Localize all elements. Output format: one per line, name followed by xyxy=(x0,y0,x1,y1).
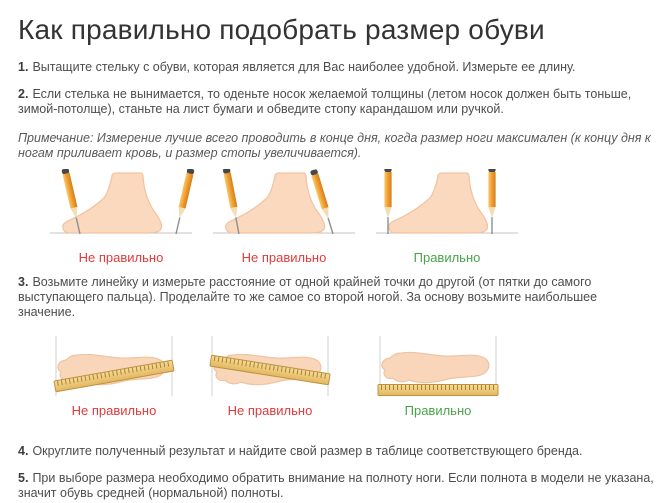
incorrect-label: Не правильно xyxy=(78,250,164,265)
foot-side-pencils-image-1 xyxy=(46,169,196,249)
step-4-text: Округлите полученный результат и найдите свой размер в таблице соответствующего бренда. xyxy=(32,444,583,458)
step-5-text: При выборе размера необходимо обратить внимание на полноту ноги. Если полнота в модели не указана, значит обувь средней (нормальной) полноты. xyxy=(18,471,654,500)
foot-side-pencils-image-2 xyxy=(209,169,359,249)
incorrect-label: Не правильно xyxy=(71,403,157,418)
ruler-wrong-figure-2 xyxy=(204,334,336,418)
step-4 xyxy=(18,444,654,459)
step-1 xyxy=(18,60,654,75)
foot-outline-ruler-image-1 xyxy=(48,334,180,402)
page-title: Как правильно подобрать размер обуви xyxy=(18,14,545,45)
ruler-wrong-figure-1 xyxy=(48,334,180,418)
correct-label: Правильно xyxy=(404,403,472,418)
incorrect-label: Не правильно xyxy=(241,250,327,265)
pencil-wrong-figure-1 xyxy=(46,169,196,265)
ruler-correct-figure xyxy=(372,334,504,418)
foot-outline-ruler-image-3 xyxy=(372,334,504,402)
step-2 xyxy=(18,87,654,117)
incorrect-label: Не правильно xyxy=(227,403,313,418)
step-1-number: 1. xyxy=(18,60,29,74)
pencil-wrong-figure-2 xyxy=(209,169,359,265)
pencil-correct-figure xyxy=(372,169,522,265)
step-3-text: Возьмите линейку и измерьте расстояние от одной крайней точки до другой (от пятки до самого выступающего пальца). Проделайте то же самое со второй ногой. За основу возьмите наибольшее значение. xyxy=(18,275,598,319)
step-1-text: Вытащите стельку с обуви, которая является для Вас наиболее удобной. Измерьте ее длину. xyxy=(32,60,576,74)
step-5 xyxy=(18,471,654,501)
step-3 xyxy=(18,275,654,320)
pencil-method-row xyxy=(46,169,654,265)
foot-outline-ruler-image-2 xyxy=(204,334,336,402)
step-2-text: Если стелька не вынимается, то оденьте носок желаемой толщины (летом носок должен быть тоньше, зимой-потолще), станьте на лист бумаги и обведите стопу карандашом или ручкой. xyxy=(18,87,632,116)
ruler-method-row xyxy=(48,334,654,418)
step-5-number: 5. xyxy=(18,471,29,485)
measurement-note: Примечание: Измерение лучше всего проводить в конце дня, когда размер ноги максимален (к концу дня к ногам приливает кровь, и размер стопы увеличивается). xyxy=(18,131,651,160)
step-3-number: 3. xyxy=(18,275,29,289)
foot-side-pencils-image-3 xyxy=(372,169,522,249)
step-2-number: 2. xyxy=(18,87,29,101)
step-4-number: 4. xyxy=(18,444,29,458)
correct-label: Правильно xyxy=(413,250,481,265)
